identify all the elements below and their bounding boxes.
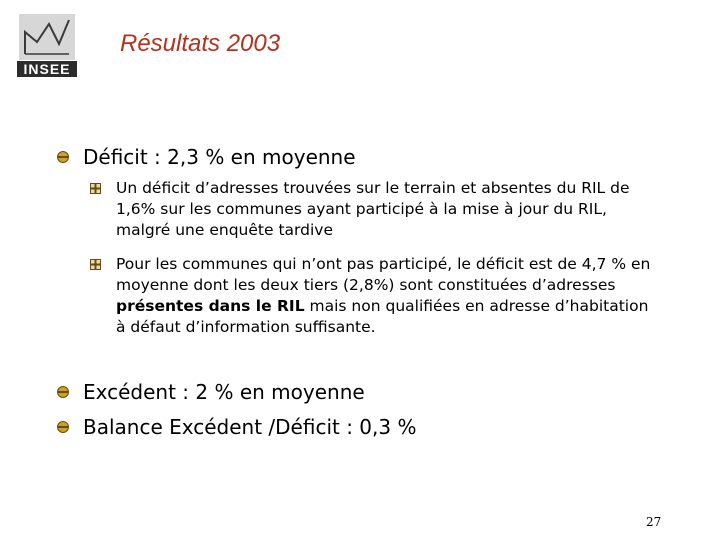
bullet-balance: Balance Excédent /Déficit : 0,3 % <box>83 415 417 439</box>
sub-bullet-ril-deficit: Un déficit d’adresses trouvées sur le terrain et absentes du RIL de 1,6% sur les communes ayant participé à la mise à jour du RIL, malgré une enquête tardive <box>116 179 630 239</box>
sub-bullet-text-start: Pour les communes qui n’ont pas participé, le déficit est de 4,7 % en moyenne dont les deux tiers (2,8%) sont constituées d’adresses <box>116 255 651 294</box>
bullet-excedent: Excédent : 2 % en moyenne <box>83 380 365 404</box>
bullet-icon <box>57 151 69 163</box>
bullet-icon <box>57 421 69 433</box>
logo-emblem <box>19 14 75 60</box>
bullet-icon <box>57 386 69 398</box>
slide-title: Résultats 2003 <box>120 30 281 57</box>
sub-bullet-non-participating <box>116 254 656 338</box>
page-number: 27 <box>646 515 662 529</box>
insee-logo <box>17 12 77 77</box>
sub-bullet-icon <box>90 259 101 270</box>
sub-bullet-text-bold: présentes dans le RIL <box>116 297 305 315</box>
sub-bullet-icon <box>90 183 101 194</box>
logo-chart-graphic <box>19 14 75 60</box>
logo-wordmark: INSEE <box>17 61 77 77</box>
bullet-deficit: Déficit : 2,3 % en moyenne <box>83 145 356 169</box>
sub-bullet-text-end: mais non qualifiées en adresse d’habitation à défaut d’information suffisante. <box>116 297 649 336</box>
